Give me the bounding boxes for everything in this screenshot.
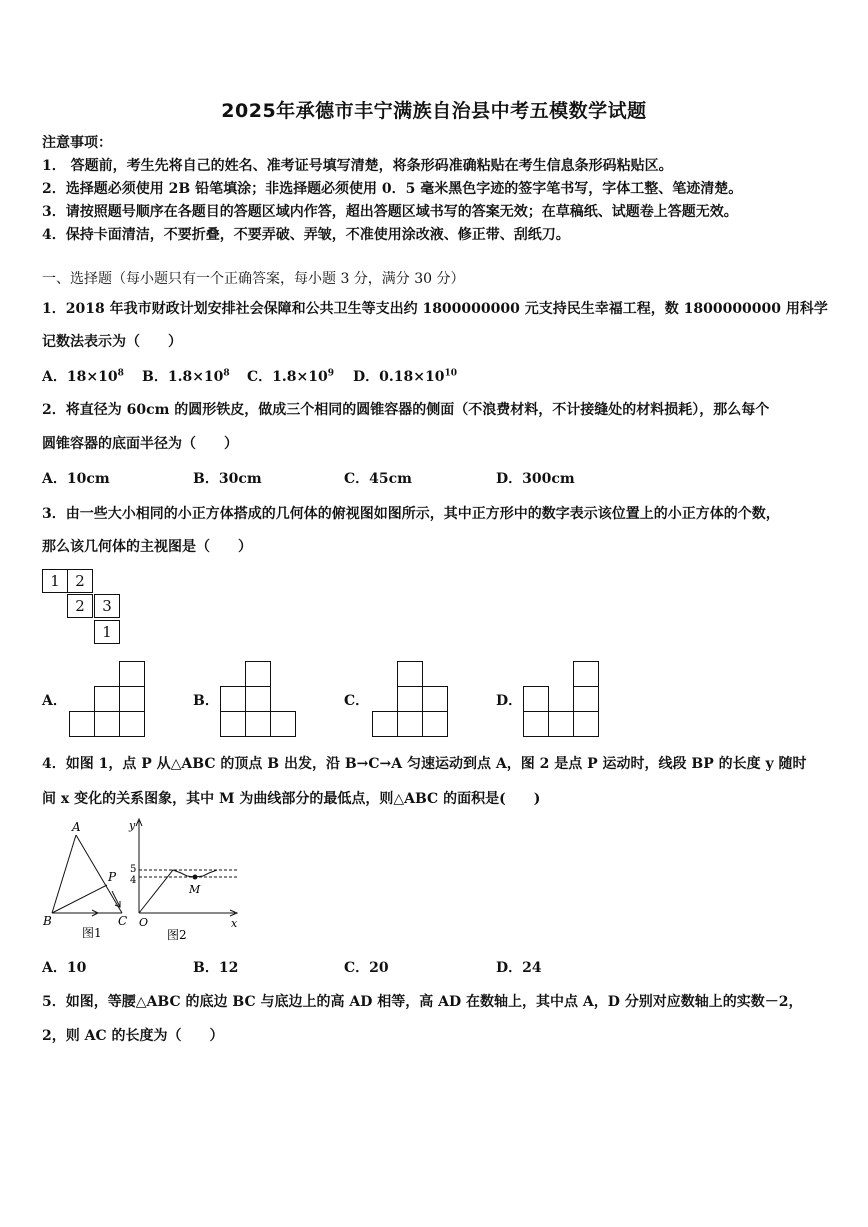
q1-option-b: B．$1.8\times 10^8$ [142,368,230,385]
question-2-text: 2．将直径为 60cm 的圆形铁皮，做成三个相同的圆锥容器的侧面（不浪费材料，不计接缝处的材料损耗），那么每个 [42,402,770,418]
q3-option-d: D． [496,693,523,709]
page-title: 2025年承德市丰宁满族自治县中考五模数学试题 [221,100,647,122]
question-3-text-cont: 那么该几何体的主视图是（ ） [42,539,252,555]
q3-figure-a [69,660,147,738]
q4-option-c: C．20 [344,960,389,976]
minimum-point-m [193,875,198,880]
notice-heading: 注意事项： [42,135,112,151]
section-heading: 一、选择题（每小题只有一个正确答案，每小题 3 分，满分 30 分） [42,271,465,287]
point-label-p: P [108,870,117,884]
q2-option-b: B．30cm [193,471,262,487]
q3-figure-b [220,660,298,738]
grid-cell: 2 [67,569,93,593]
notice-item: 2．选择题必须使用 2B 铅笔填涂；非选择题必须使用 0．5 毫米黑色字迹的签字笔书写，字体工整、笔迹清楚。 [42,181,743,197]
q2-option-a: A．10cm [42,471,110,487]
figure-2-caption: 图2 [167,928,187,942]
q4-option-b: B．12 [193,960,239,976]
grid-cell: 2 [67,594,93,618]
origin-label: O [139,916,149,929]
grid-cell: 1 [94,620,120,644]
question-5-text-cont: 2，则 AC 的长度为（ ） [42,1028,224,1044]
question-3-text: 3．由一些大小相同的小正方体搭成的几何体的俯视图如图所示，其中正方形中的数字表示该位置上的小正方体的个数， [42,506,780,522]
q1-option-c: C．$1.8\times 10^9$ [247,368,334,385]
q4-option-a: A．10 [42,960,87,976]
q1-option-a: A．$18\times 10^8$ [42,368,124,385]
q4-option-d: D．24 [496,960,542,976]
q4-figure-2-graph [125,815,250,945]
vertex-label-c: C [118,914,128,928]
question-1-text: 1．2018 年我市财政计划安排社会保障和公共卫生等支出约 1800000000 元支持民生幸福工程，数 1800000000 用科学 [42,301,828,317]
q3-option-b: B． [193,693,219,709]
notice-item: 4．保持卡面清洁，不要折叠，不要弄破、弄皱，不准使用涂改液、修正带、刮纸刀。 [42,227,570,243]
question-2-text-cont: 圆锥容器的底面半径为（ ） [42,436,238,452]
grid-cell: 3 [94,594,120,618]
q3-figure-c [372,660,450,738]
question-1-text-cont: 记数法表示为（ ） [42,334,182,350]
vertex-label-a: A [72,820,81,834]
q1-option-d: D．$0.18\times 10^{10}$ [353,368,457,385]
notice-item: 3．请按照题号顺序在各题目的答题区域内作答，超出答题区域书写的答案无效；在草稿纸、试题卷上答题无效。 [42,204,738,220]
tick-label-5: 5 [130,864,137,875]
q3-figure-d [523,660,601,738]
vertex-label-b: B [43,914,52,928]
grid-cell: 1 [42,569,68,593]
q2-option-d: D．300cm [496,471,575,487]
figure-1-caption: 图1 [82,926,102,940]
question-4-text: 4．如图 1，点 P 从△ABC 的顶点 B 出发，沿 B→C→A 匀速运动到点 A，图 2 是点 P 运动时，线段 BP 的长度 y 随时 [42,756,807,772]
q3-option-c: C． [344,693,370,709]
axis-label-x: x [231,917,238,930]
tick-label-4: 4 [130,875,137,886]
notice-item: 1． 答题前，考生先将自己的姓名、准考证号填写清楚，将条形码准确粘贴在考生信息条形码粘贴区。 [42,158,673,174]
point-label-m: M [189,883,201,896]
q3-option-a: A． [42,693,67,709]
axis-label-y: y [129,819,136,832]
question-4-text-cont: 间 x 变化的关系图象，其中 M 为曲线部分的最低点，则△ABC 的面积是( ) [42,791,541,807]
q2-option-c: C．45cm [344,471,412,487]
question-5-text: 5．如图，等腰△ABC 的底边 BC 与底边上的高 AD 相等，高 AD 在数轴上，其中点 A，D 分别对应数轴上的实数－2， [42,994,803,1010]
